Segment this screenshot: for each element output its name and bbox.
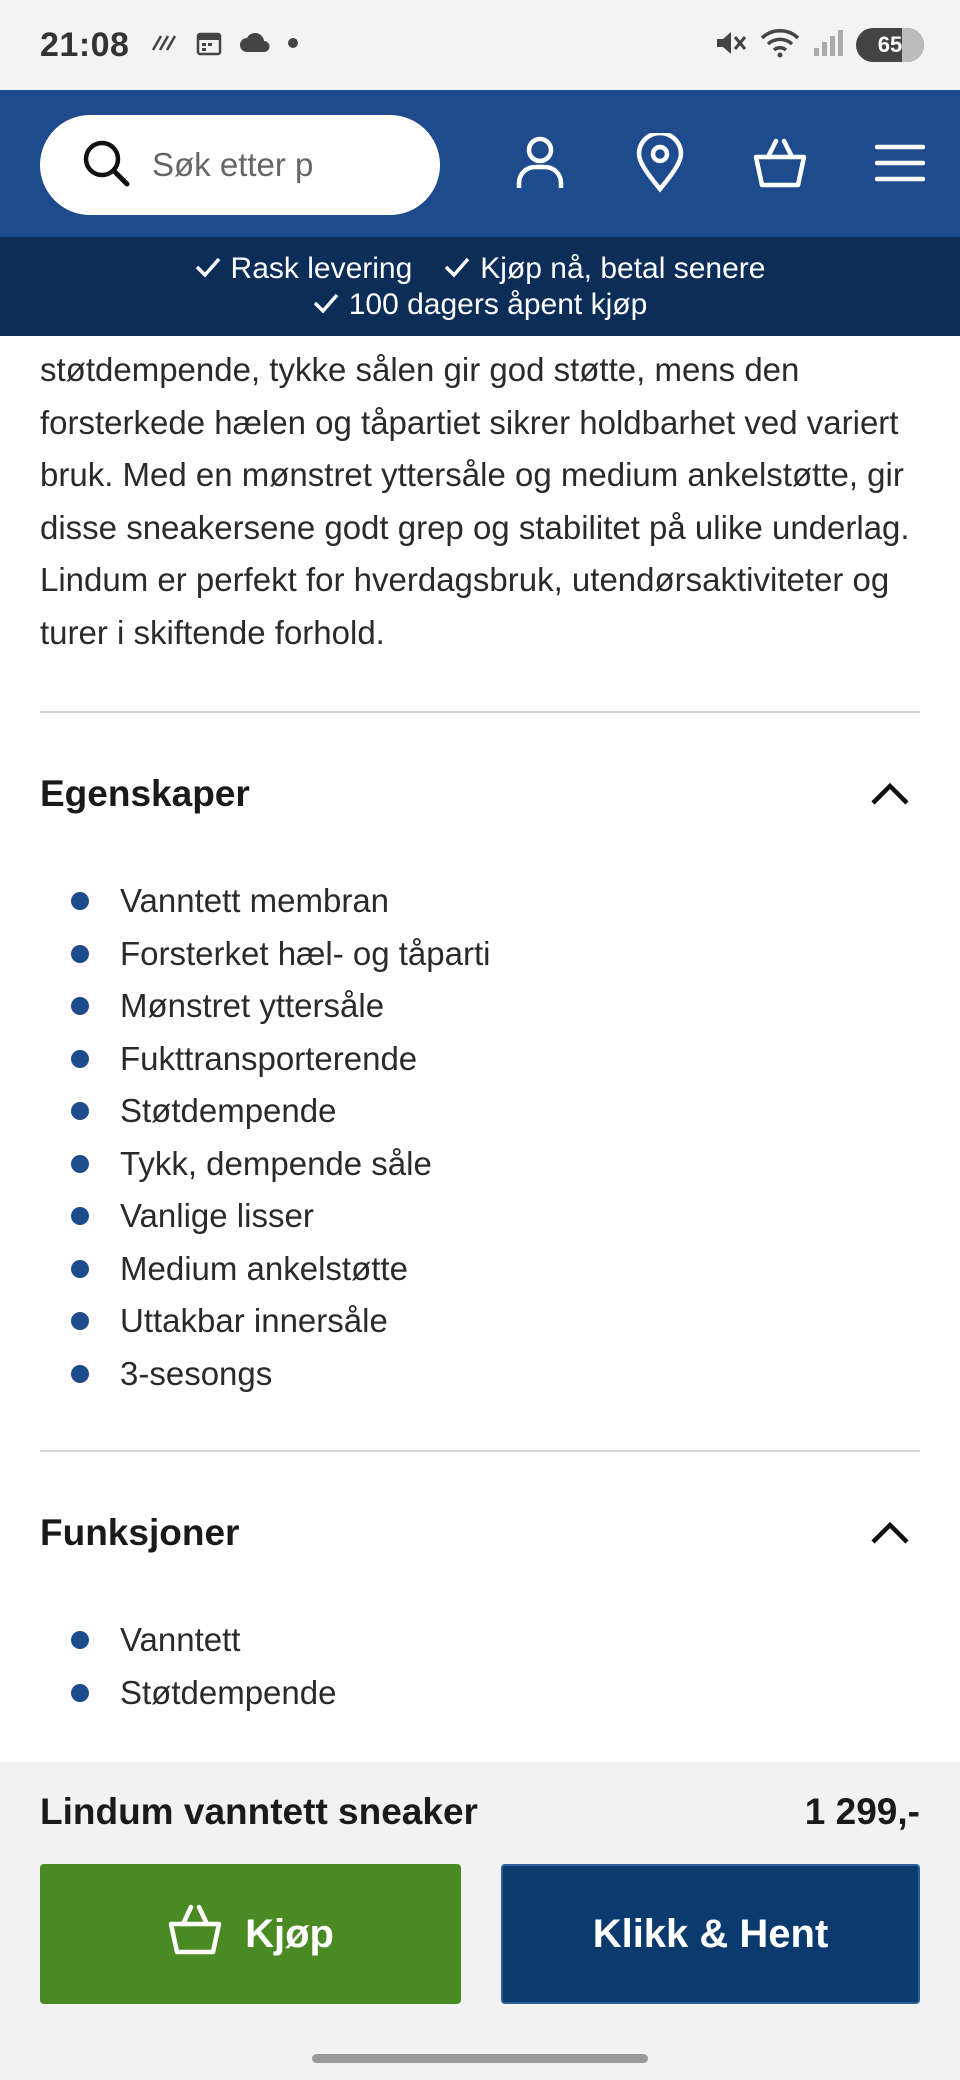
features-section-header[interactable] [40, 713, 920, 875]
status-bar [0, 0, 960, 90]
status-left-icons [151, 29, 299, 62]
battery-level: 65 [877, 32, 903, 57]
list-item: Støtdempende [40, 1085, 920, 1138]
mute-icon [714, 28, 748, 63]
product-name: Lindum vanntett sneaker [40, 1791, 478, 1832]
status-time: 21:08 [40, 25, 130, 64]
list-item: Medium ankelstøtte [40, 1243, 920, 1296]
list-item: Vanntett membran [40, 875, 920, 928]
hashtag-icon [151, 32, 179, 59]
wifi-icon [760, 28, 800, 63]
section-title: Egenskaper [40, 773, 250, 814]
checkmark-icon [195, 252, 221, 286]
usp-row-1 [195, 252, 766, 286]
usp-item [444, 252, 765, 286]
status-right-icons [714, 0, 924, 90]
battery-indicator [856, 28, 924, 62]
basket-icon [167, 1902, 223, 1966]
click-collect-button[interactable] [501, 1864, 920, 2004]
checkmark-icon [444, 252, 470, 286]
product-details [40, 336, 920, 1719]
usp-item [313, 288, 648, 322]
usp-text: Rask levering [230, 251, 413, 285]
list-item: Uttakbar innersåle [40, 1295, 920, 1348]
search-input[interactable] [152, 146, 342, 184]
search-bar[interactable] [40, 115, 440, 215]
purchase-panel [0, 1762, 960, 2080]
section-title: Funksjoner [40, 1512, 240, 1553]
list-item: Støtdempende [40, 1667, 920, 1720]
product-description: støtdempende, tykke sålen gir god støtte, mens den forsterkede hælen og tåpartiet sikrer holdbarhet ved variert bruk. Med en mønstret yttersåle og medium ankelstøtte, gir disse sneakersene godt grep og stabilitet på ulike underlag. Lindum er perfekt for hverdagsbruk, utendørsaktiviteter og turer i skiftende forhold. [40, 351, 910, 651]
product-summary [40, 1762, 920, 1862]
menu-icon[interactable] [870, 132, 930, 194]
features-list [40, 875, 920, 1400]
usp-text: 100 dagers åpent kjøp [348, 287, 648, 321]
checkmark-icon [313, 288, 339, 322]
home-indicator[interactable] [312, 2054, 648, 2063]
cloud-icon [239, 32, 271, 59]
buy-button-label: Kjøp [245, 1911, 334, 1956]
user-icon[interactable] [510, 132, 570, 194]
site-header [0, 90, 960, 237]
usp-item [195, 252, 413, 286]
list-item: Mønstret yttersåle [40, 980, 920, 1033]
functions-section-header[interactable] [40, 1452, 920, 1614]
usp-row-2 [313, 288, 648, 322]
click-collect-label: Klikk & Hent [592, 1911, 829, 1956]
basket-icon[interactable] [750, 132, 810, 194]
list-item: Forsterket hæl- og tåparti [40, 928, 920, 981]
list-item: 3-sesongs [40, 1348, 920, 1401]
product-price: 1 299,- [804, 1791, 920, 1832]
location-pin-icon[interactable] [630, 132, 690, 194]
search-icon [80, 137, 132, 194]
signal-icon [812, 28, 844, 63]
chevron-up-icon[interactable] [868, 772, 912, 816]
list-item: Vanntett [40, 1614, 920, 1667]
usp-text: Kjøp nå, betal senere [480, 251, 766, 285]
list-item: Tykk, dempende såle [40, 1138, 920, 1191]
functions-list [40, 1614, 920, 1719]
buy-button[interactable] [40, 1864, 461, 2004]
chevron-up-icon[interactable] [868, 1511, 912, 1555]
list-item: Fukttransporterende [40, 1033, 920, 1086]
list-item: Vanlige lisser [40, 1190, 920, 1243]
usp-bar [0, 237, 960, 336]
notification-dot-icon [287, 36, 299, 54]
calendar-icon [195, 29, 223, 62]
